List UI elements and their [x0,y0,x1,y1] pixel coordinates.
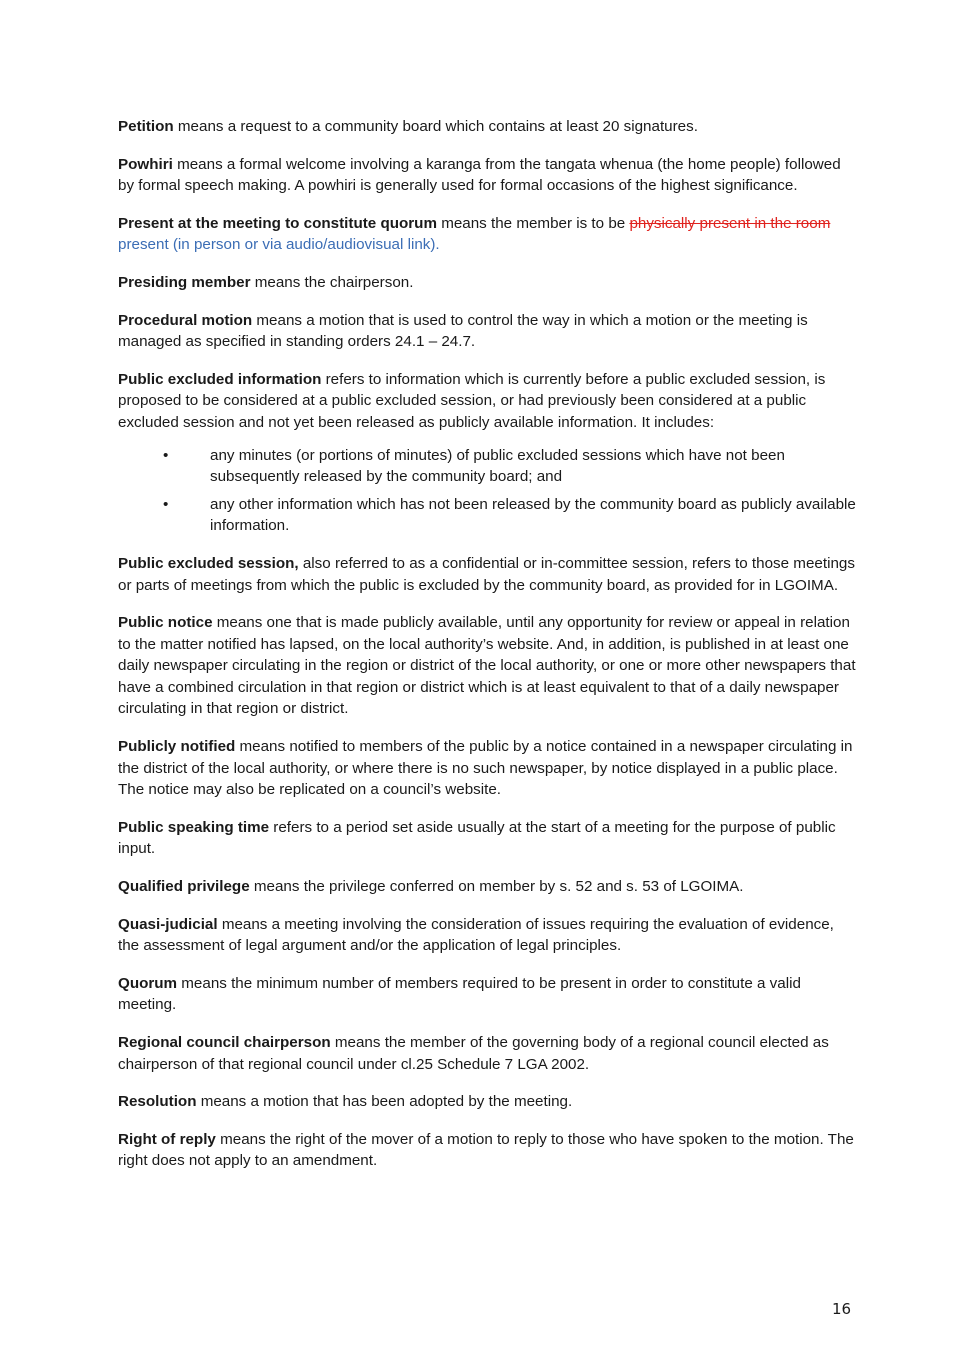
definition-term: Public excluded session, [118,554,299,572]
definition-public-notice [118,612,858,720]
list-item-text: any other information which has not been released by the community board as publicly available information. [210,495,856,535]
definition-text: means a meeting involving the consideration of issues requiring the evaluation of evidence, the assessment of legal argument and/or the application of legal principles. [118,915,834,955]
definition-term: Public excluded information [118,370,322,388]
document-page [118,116,858,1188]
list-item-text: any minutes (or portions of minutes) of public excluded sessions which have not been subsequently released by the community board; and [210,446,785,486]
definition-quorum [118,973,858,1016]
definition-text: means the member is to be [436,214,630,232]
definition-term: Publicly notified [118,738,236,756]
definition-qualified-privilege [118,876,858,898]
definition-term: Public notice [118,614,213,632]
definition-text: refers to information which is currently before a public excluded session, is proposed to be considered at a public excluded session, or had previously been considered at a public excluded session and not yet been released as publicly available information. It includes: [118,370,826,431]
definition-term: Present at the meeting to constitute quorum [118,214,437,232]
definition-text: means a motion that has been adopted by the meeting. [196,1093,573,1111]
definition-text: means the chairperson. [250,273,414,291]
definition-term: Public speaking time [118,818,270,836]
definition-text: means the minimum number of members required to be present in order to constitute a valid meeting. [118,974,801,1014]
definition-term: Resolution [118,1093,197,1111]
definition-term: Quorum [118,974,178,992]
definition-public-speaking-time [118,817,858,860]
definition-text: means the member of the governing body of a regional council elected as chairperson of that regional council under cl.25 Schedule 7 LGA 2002. [118,1034,829,1073]
bullet-list [118,445,858,537]
definition-term: Quasi-judicial [118,915,218,933]
definition-text: means the right of the mover of a motion to reply to those who have spoken to the motion. The right does not apply to an amendment. [118,1130,854,1170]
bullet-icon: • [163,446,169,464]
definition-text: also referred to as a confidential or in-committee session, refers to those meetings or parts of meetings from which the public is excluded by the community board, as provided for in LGOIMA. [118,554,855,594]
definition-publicly-notified [118,736,858,801]
definition-powhiri [118,154,858,197]
definition-public-excluded-session [118,553,858,596]
definition-text: means notified to members of the public by a notice contained in a newspaper circulating in the district of the local authority, or where there is no such newspaper, by notice displayed in a public place. The notice may also be replicated on a council’s website. [118,738,853,799]
definition-term: Powhiri [118,155,173,173]
definition-text: means one that is made publicly available, until any opportunity for review or appeal in relation to the matter notified has lapsed, on the local authority’s website. And, in addition, is published in at least one daily newspaper circulating in the region or district of the local authority, or one or more other newspapers that have a combined circulation in that region or district which is at least equivalent to that of a daily newspaper circulating in that region or district. [118,614,856,718]
page-number: 16 [832,1300,852,1318]
definition-term: Procedural motion [118,311,253,329]
definition-present-quorum [118,213,858,256]
definition-term: Right of reply [118,1130,216,1148]
list-item [118,445,858,488]
definition-term: Presiding member [118,273,251,291]
inserted-text: present (in person or via audio/audiovisual link). [118,236,440,254]
definition-text: means a formal welcome involving a karanga from the tangata whenua (the home people) followed by formal speech making. A powhiri is generally used for formal occasions of the highest significance. [118,155,841,195]
deleted-text: physically present in the room [629,214,831,232]
definition-text: means a motion that is used to control the way in which a motion or the meeting is managed as specified in standing orders 24.1 – 24.7. [118,311,808,351]
definition-regional-council-chairperson [118,1032,858,1075]
bullet-icon: • [163,495,169,513]
definition-public-excluded-information [118,369,858,434]
definition-term: Petition [118,118,174,135]
definition-resolution [118,1091,858,1113]
definition-presiding-member [118,272,858,294]
definition-term: Regional council chairperson [118,1034,331,1051]
definition-quasi-judicial [118,914,858,957]
list-item [118,494,858,537]
definition-petition [118,116,858,138]
definition-text: means the privilege conferred on member by s. 52 and s. 53 of LGOIMA. [249,878,744,896]
definition-text: means a request to a community board which contains at least 20 signatures. [173,118,698,135]
definition-term: Qualified privilege [118,878,250,896]
definition-procedural-motion [118,310,858,353]
definition-right-of-reply [118,1129,858,1172]
definition-text: refers to a period set aside usually at the start of a meeting for the purpose of public input. [118,818,836,858]
